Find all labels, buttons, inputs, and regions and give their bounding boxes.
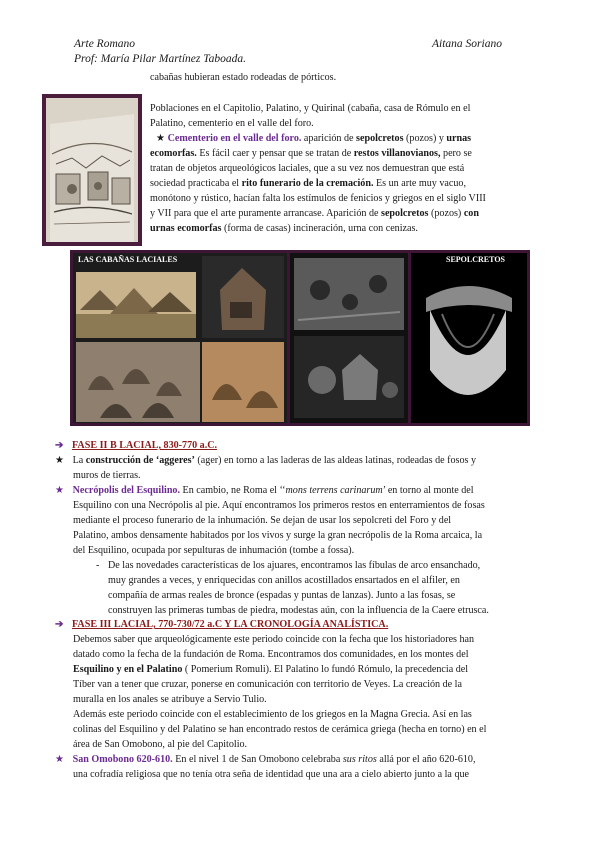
term-sepolcretos: sepolcretos xyxy=(381,208,429,219)
text-span: La xyxy=(72,455,86,466)
relief-photo xyxy=(42,94,142,246)
phase2-bullet1-line2: muros de tierras. xyxy=(73,470,141,481)
arrow-icon: ➔ xyxy=(55,619,64,630)
author-name: Aitana Soriano xyxy=(432,38,502,50)
latin-term: mons terrens carinarum xyxy=(285,485,383,496)
phase3-line4: Tíber van a tener que cruzar, ponerse en comunicación con territorio de Veyes. La creación de la xyxy=(73,679,462,690)
text-span: Es fácil caer y pensar que se tratan de xyxy=(196,148,354,159)
professor-name: Prof: María Pilar Martínez Taboada. xyxy=(74,53,246,65)
dash-line4: construyen las primeras tumbas de piedra, modestas aún, con la influencia de la Caere etrusca. xyxy=(108,605,489,616)
text-span: (forma de casas) incineración, urna con cenizas. xyxy=(221,223,418,234)
phase3-heading xyxy=(55,617,388,632)
term-rito: rito funerario de la cremación. xyxy=(241,178,374,189)
phase3-line6: Además este periodo coincide con el establecimiento de los griegos en la Magna Grecia. Así en las xyxy=(73,709,472,720)
collage-label-huts: LAS CABAÑAS LACIALES xyxy=(78,255,178,264)
block1-line7: monótono y rústico, hacían falta los estímulos de fenicios y griegos en el siglo VIII xyxy=(150,193,486,204)
phase3-line8: área de San Omobono, al pie del Capitolio. xyxy=(73,739,248,750)
term-sepolcretos: sepolcretos xyxy=(356,133,404,144)
block1-line3 xyxy=(156,131,471,146)
course-title: Arte Romano xyxy=(74,38,136,50)
block1-line2: Palatino, cementerio en el valle del foro. xyxy=(150,118,314,129)
block1-line4 xyxy=(150,146,472,161)
term-con: con xyxy=(463,208,479,219)
star-bullet-icon: ★ xyxy=(55,455,65,466)
term-ecomorfas: ecomorfas. xyxy=(150,148,197,159)
italic-term: sus ritos xyxy=(342,754,377,765)
san-omobono-line2: una cofradía religiosa que no tenía otra seña de identidad que una ara a cielo abierto junto a la que xyxy=(73,769,470,780)
san-omobono-title: San Omobono 620-610. xyxy=(72,754,173,765)
dash-bullet: - xyxy=(96,560,100,571)
term-urnas-ecomorfas: urnas ecomorfas xyxy=(150,223,222,234)
cemetery-title: Cementerio en el valle del foro. xyxy=(167,133,302,144)
star-bullet-icon: ★ xyxy=(55,485,65,496)
dash-line2: muy grandes a veces, y enriquecidas con anillos acostillados ensartados en el alfiler, en xyxy=(108,575,460,586)
phase3-line7: colinas del Esquilino y del Palatino se han encontrado restos de cerámica griega (hecha en torno) en el xyxy=(73,724,487,735)
text-span: En cambio, ne Roma el ‘‘ xyxy=(180,485,286,496)
text-span: ( Pomerium Romuli). El Palatino lo fundó Rómulo, la precedencia del xyxy=(182,664,469,675)
phase3-title: FASE III LACIAL, 770-730/72 a.C Y LA CRONOLOGÍA ANALÍSTICA. xyxy=(72,619,389,630)
term-urnas: urnas xyxy=(446,133,472,144)
text-span: pero se xyxy=(440,148,472,159)
text-span: ’ en torno al monte del xyxy=(382,485,474,496)
star-bullet-icon: ★ xyxy=(55,754,65,765)
text-span: (pozos) y xyxy=(403,133,447,144)
text-span: sociedad practicaba el xyxy=(150,178,242,189)
text-span: (ager) en torno a las laderas de las aldeas latinas, rodeadas de fosos y xyxy=(194,455,477,466)
dash-line1: De las novedades características de los ajuares, encontramos las fíbulas de arco ensanchado, xyxy=(108,560,481,571)
term-esquilino-palatino: Esquilino y en el Palatino xyxy=(73,664,183,675)
term-aggeres: construcción de ‘aggeres’ xyxy=(85,455,195,466)
intro-line: cabañas hubieran estado rodeadas de pórticos. xyxy=(150,72,337,83)
term-villanovianos: restos villanovianos, xyxy=(353,148,441,159)
phase3-line5: muralla en los anales se atribuye a Servio Tulio. xyxy=(73,694,267,705)
text-span: y VII para que el arte puramente arrancase. Aparición de xyxy=(150,208,382,219)
phase3-line2: datado como la fecha de la fundación de Roma. Encontramos dos comunidades, en los montes del xyxy=(73,649,469,660)
collage-image xyxy=(70,250,530,426)
phase2-title: FASE II B LACIAL, 830-770 a.C. xyxy=(72,440,218,451)
phase2-b2-line4: Palatino, ambos densamente habitados por los vivos y surge la gran necrópolis de la Roma arcaica, la xyxy=(73,530,483,541)
necropolis-title: Necrópolis del Esquilino. xyxy=(72,485,180,496)
phase2-heading xyxy=(55,438,217,453)
block1-line5: tratan de objetos arqueológicos laciales, que a su vez nos demuestran que está xyxy=(150,163,465,174)
phase2-b2-line3: mediante el proceso funerario de la inhumación. Se dejan de usar los sepolcreti del Foro y del xyxy=(73,515,452,526)
block1-line9 xyxy=(150,221,418,236)
text-span: En el nivel 1 de San Omobono celebraba xyxy=(172,754,343,765)
text-span: (pozos) xyxy=(428,208,464,219)
phase2-b2-line2: Esquilino con una Necrópolis al pie. Aquí encontramos los primeros restos en enterramientos de fosas xyxy=(73,500,485,511)
star-bullet-icon: ★ xyxy=(156,133,166,144)
phase3-line1: Debemos saber que arqueológicamente este periodo coincide con la fecha que los historiadores han xyxy=(73,634,475,645)
collage-label-sepolcretos: SEPOLCRETOS xyxy=(446,255,505,264)
phase2-b2-line5: del Esquilino, ocupada por sepulturas de inhumación (tombe a fossa). xyxy=(73,545,355,556)
text-span: aparición de xyxy=(301,133,357,144)
san-omobono-bullet xyxy=(55,752,475,767)
phase3-line3 xyxy=(73,662,468,677)
phase2-bullet1 xyxy=(55,453,476,468)
phase2-bullet2 xyxy=(55,483,474,498)
arrow-icon: ➔ xyxy=(55,440,64,451)
block1-line1: Poblaciones en el Capitolio, Palatino, y Quirinal (cabaña, casa de Rómulo en el xyxy=(150,103,471,114)
dash-line3: compañía de armas reales de bronce (espadas y puntas de lanzas). Junto a las fosas, se xyxy=(108,590,456,601)
text-span: allá por el año 620-610, xyxy=(376,754,476,765)
block1-line6 xyxy=(150,176,466,191)
block1-line8 xyxy=(150,206,479,221)
text-span: Es un arte muy vacuo, xyxy=(373,178,466,189)
